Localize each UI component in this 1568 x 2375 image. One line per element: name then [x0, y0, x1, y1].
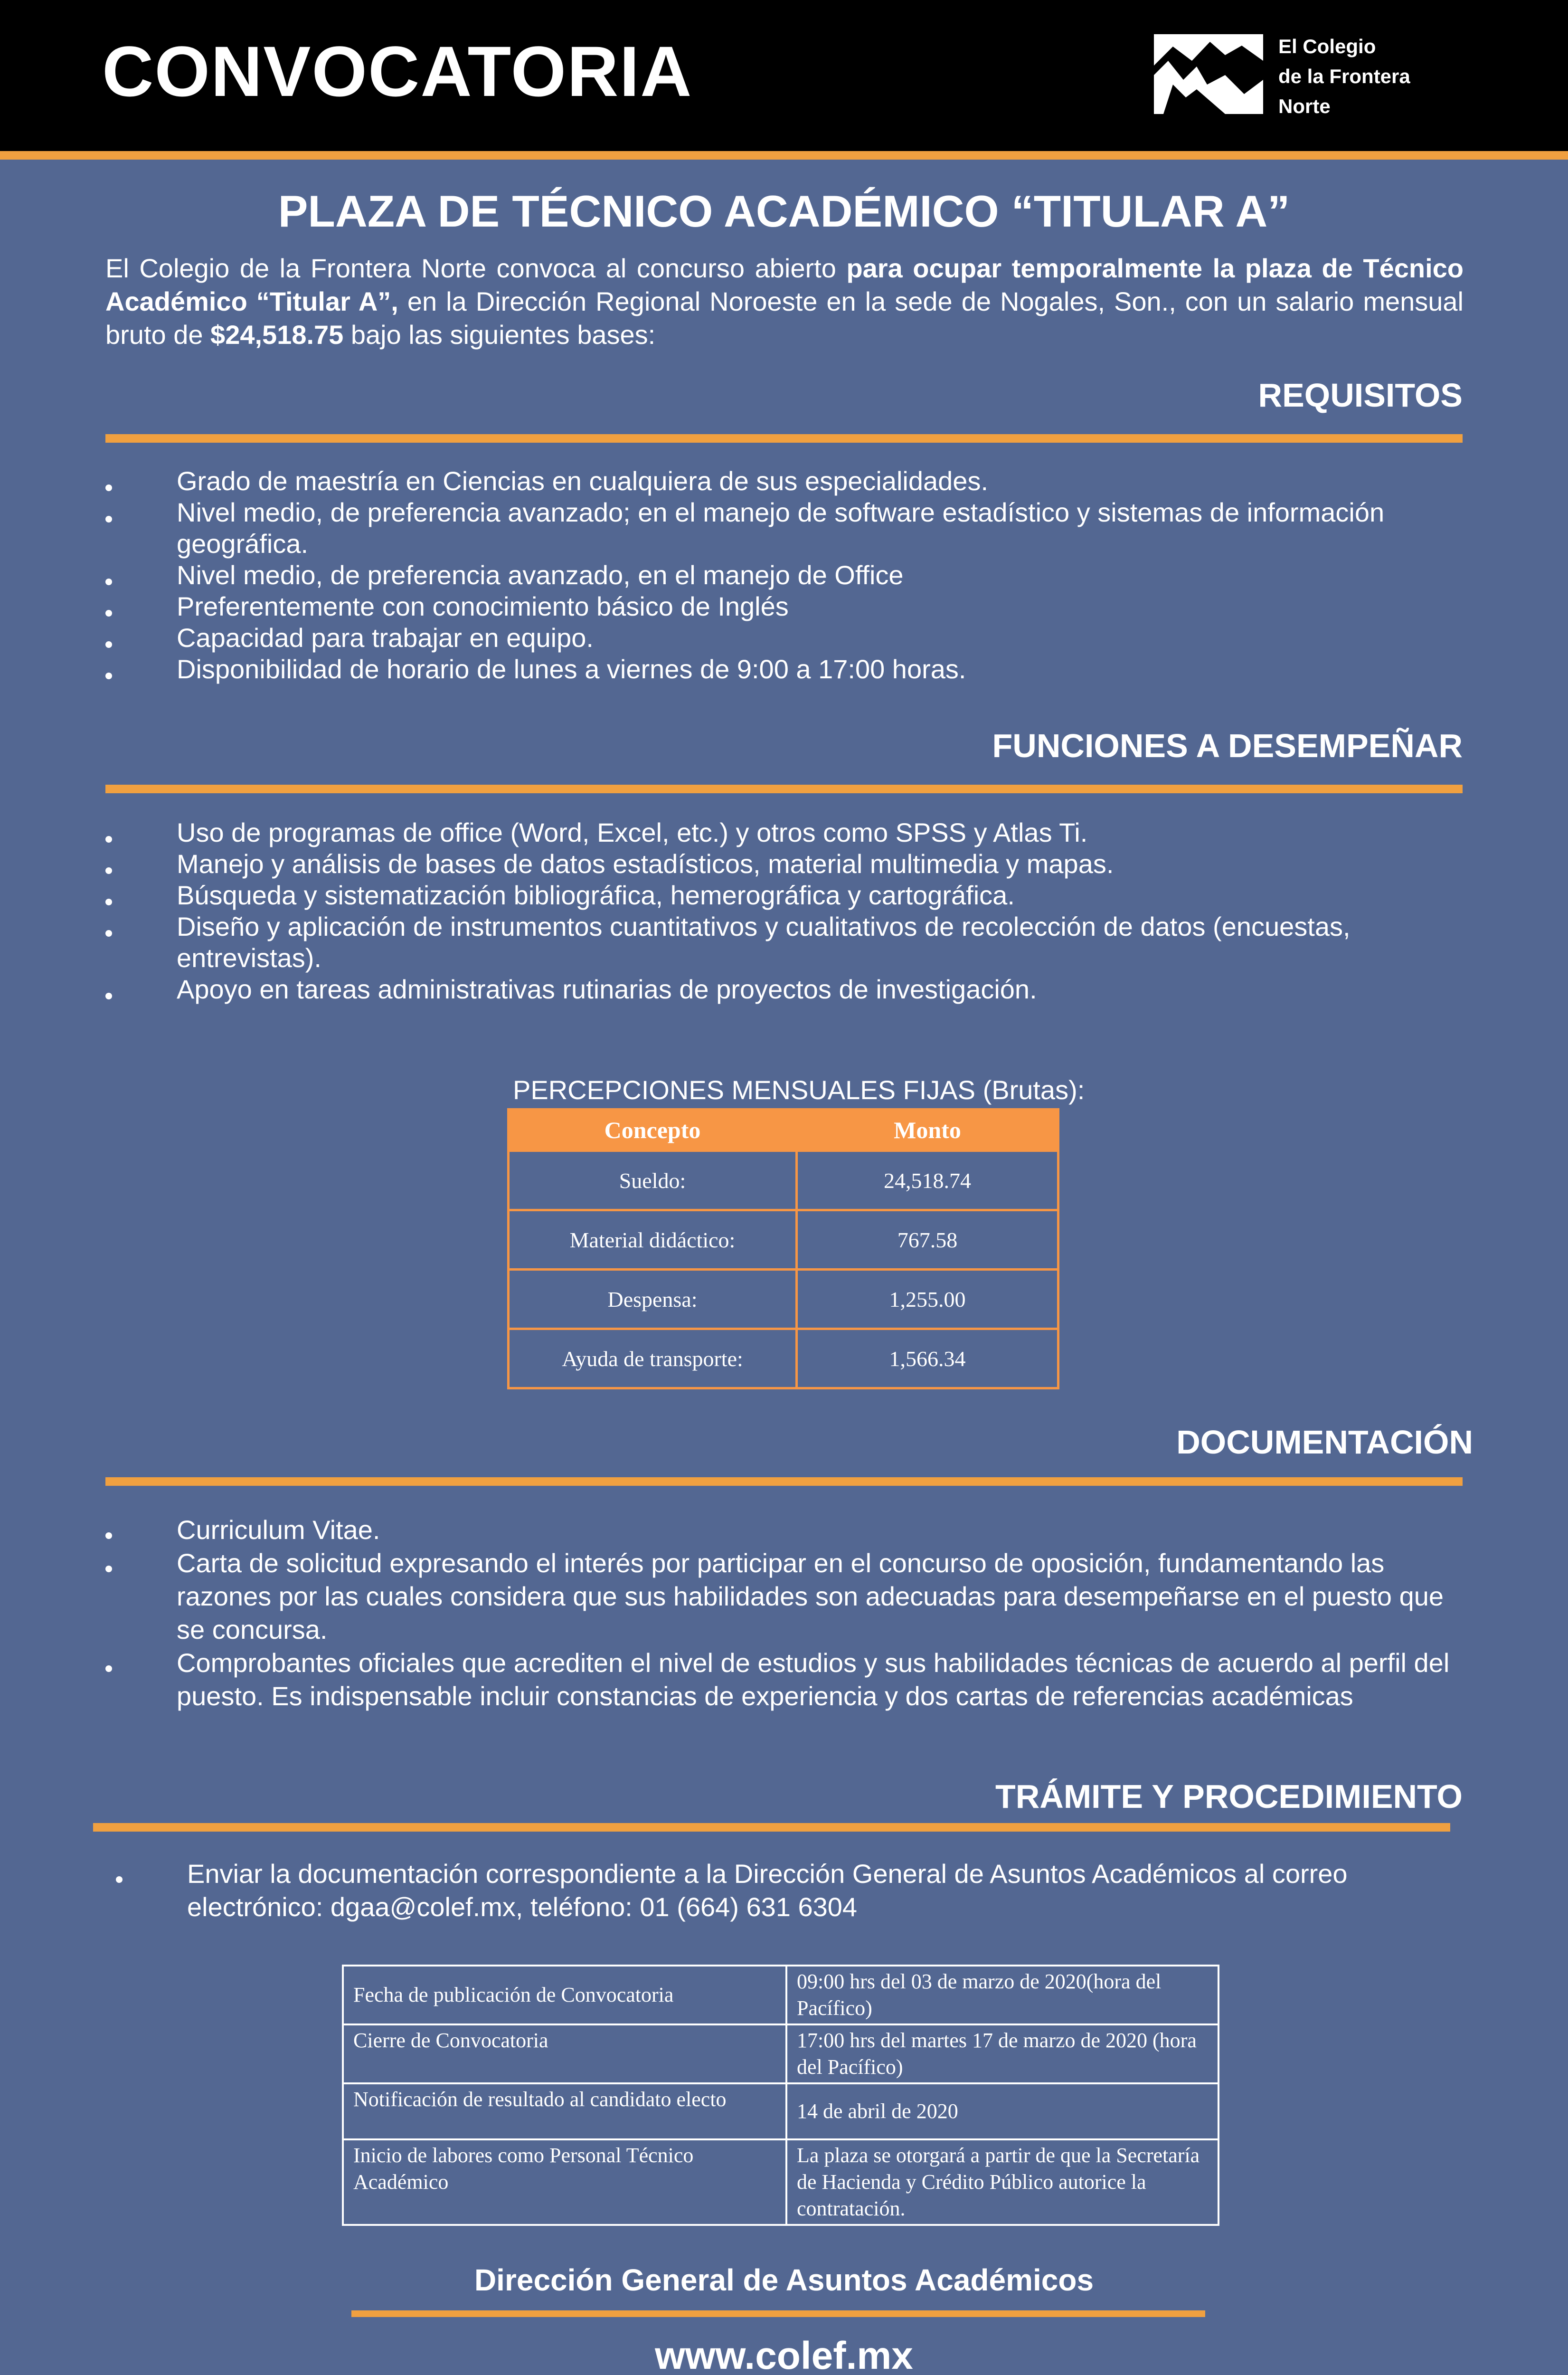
intro-paragraph	[105, 252, 1464, 352]
table-cell-monto: 24,518.74	[797, 1151, 1058, 1210]
requisitos-list	[105, 466, 1464, 685]
tramite-heading: TRÁMITE Y PROCEDIMIENTO	[995, 1778, 1463, 1815]
intro-text-2: en la Dirección Regional Noroeste en la sede de Nogales, Son., con un salario mensual bruto de	[105, 286, 1464, 350]
list-item: Búsqueda y sistematización bibliográfica, hemerográfica y cartográfica.	[105, 880, 1464, 911]
documentacion-heading: DOCUMENTACIÓN	[1176, 1424, 1473, 1461]
list-item: Manejo y análisis de bases de datos estadísticos, material multimedia y mapas.	[105, 848, 1464, 880]
list-item: Enviar la documentación correspondiente a la Dirección General de Asuntos Académicos al correo electrónico: dgaa@colef.mx, teléfono: 01 (664) 631 6304	[116, 1857, 1398, 1924]
fecha-label: Inicio de labores como Personal Técnico Académico	[343, 2139, 786, 2225]
position-title: PLAZA DE TÉCNICO ACADÉMICO “TITULAR A”	[278, 186, 1290, 236]
documentacion-rule	[105, 1477, 1463, 1486]
table-row	[343, 2024, 1219, 2083]
intro-bold-1: para ocupar temporalmente la plaza de Técnico Académico “Titular A”,	[105, 253, 1464, 316]
tramite-list	[116, 1857, 1398, 1924]
table-row	[509, 1270, 1058, 1329]
requisitos-heading: REQUISITOS	[1258, 377, 1463, 414]
funciones-list	[105, 817, 1464, 1005]
list-item: Uso de programas de office (Word, Excel, etc.) y otros como SPSS y Atlas Ti.	[105, 817, 1464, 848]
footer-rule	[351, 2310, 1205, 2317]
fecha-label: Notificación de resultado al candidato electo	[343, 2083, 786, 2139]
fecha-value: 09:00 hrs del 03 de marzo de 2020(hora del Pacífico)	[786, 1966, 1219, 2024]
fecha-label: Fecha de publicación de Convocatoria	[343, 1966, 786, 2024]
table-row	[343, 2139, 1219, 2225]
percepciones-caption: PERCEPCIONES MENSUALES FIJAS (Brutas):	[513, 1075, 1085, 1105]
table-cell-monto: 767.58	[797, 1210, 1058, 1270]
fecha-value: La plaza se otorgará a partir de que la Secretaría de Hacienda y Crédito Público autorice la contratación.	[786, 2139, 1219, 2225]
list-item: Nivel medio, de preferencia avanzado; en el manejo de software estadístico y sistemas de información geográfica.	[105, 497, 1464, 560]
fechas-table	[342, 1965, 1219, 2226]
footer-website-link[interactable]: www.colef.mx	[655, 2334, 913, 2375]
list-item: Curriculum Vitae.	[105, 1513, 1464, 1547]
logo-wordmark	[1278, 31, 1410, 121]
funciones-heading: FUNCIONES A DESEMPEÑAR	[992, 727, 1463, 764]
table-row	[343, 1966, 1219, 2024]
table-cell-monto: 1,566.34	[797, 1329, 1058, 1388]
table-cell-concepto: Sueldo:	[509, 1151, 797, 1210]
table-row	[509, 1329, 1058, 1388]
tramite-rule	[93, 1823, 1450, 1832]
colef-mountain-logo-icon	[1154, 32, 1263, 114]
table-header-monto: Monto	[797, 1110, 1058, 1151]
logo-line-1: El Colegio	[1278, 35, 1376, 57]
list-item: Capacidad para trabajar en equipo.	[105, 622, 1464, 654]
requisitos-rule	[105, 434, 1463, 443]
intro-salary: $24,518.75	[210, 320, 344, 350]
table-cell-concepto: Despensa:	[509, 1270, 797, 1329]
intro-text-3: bajo las siguientes bases:	[343, 320, 656, 350]
table-row	[509, 1210, 1058, 1270]
list-item: Nivel medio, de preferencia avanzado, en el manejo de Office	[105, 560, 1464, 591]
table-header-row	[509, 1110, 1058, 1151]
logo-line-2: de la Frontera	[1278, 65, 1410, 87]
logo-line-3: Norte	[1278, 95, 1331, 117]
list-item: Preferentemente con conocimiento básico de Inglés	[105, 591, 1464, 622]
intro-text-1: El Colegio de la Frontera Norte convoca al concurso abierto	[105, 253, 847, 283]
table-cell-monto: 1,255.00	[797, 1270, 1058, 1329]
list-item: Disponibilidad de horario de lunes a viernes de 9:00 a 17:00 horas.	[105, 654, 1464, 685]
fecha-value: 17:00 hrs del martes 17 de marzo de 2020 (hora del Pacífico)	[786, 2024, 1219, 2083]
list-item: Comprobantes oficiales que acrediten el nivel de estudios y sus habilidades técnicas de acuerdo al perfil del puesto. Es indispensable incluir constancias de experiencia y dos cartas de referencias académicas	[105, 1646, 1464, 1713]
list-item: Carta de solicitud expresando el interés por participar en el concurso de oposición, fundamentando las razones por las cuales considera que sus habilidades son adecuadas para desempeñarse en el puesto que se concursa.	[105, 1547, 1464, 1646]
list-item: Apoyo en tareas administrativas rutinarias de proyectos de investigación.	[105, 974, 1464, 1005]
fecha-value: 14 de abril de 2020	[786, 2083, 1219, 2139]
table-cell-concepto: Ayuda de transporte:	[509, 1329, 797, 1388]
percepciones-table	[507, 1108, 1059, 1389]
list-item: Grado de maestría en Ciencias en cualquiera de sus especialidades.	[105, 466, 1464, 497]
footer-organization: Dirección General de Asuntos Académicos	[474, 2263, 1094, 2297]
page-title: CONVOCATORIA	[102, 31, 693, 111]
documentacion-list	[105, 1513, 1464, 1713]
header-accent-stripe	[0, 151, 1568, 160]
table-header-concepto: Concepto	[509, 1110, 797, 1151]
table-row	[343, 2083, 1219, 2139]
funciones-rule	[105, 785, 1463, 793]
fecha-label: Cierre de Convocatoria	[343, 2024, 786, 2083]
list-item: Diseño y aplicación de instrumentos cuantitativos y cualitativos de recolección de datos (encuestas, entrevistas).	[105, 911, 1464, 974]
table-row	[509, 1151, 1058, 1210]
table-cell-concepto: Material didáctico:	[509, 1210, 797, 1270]
